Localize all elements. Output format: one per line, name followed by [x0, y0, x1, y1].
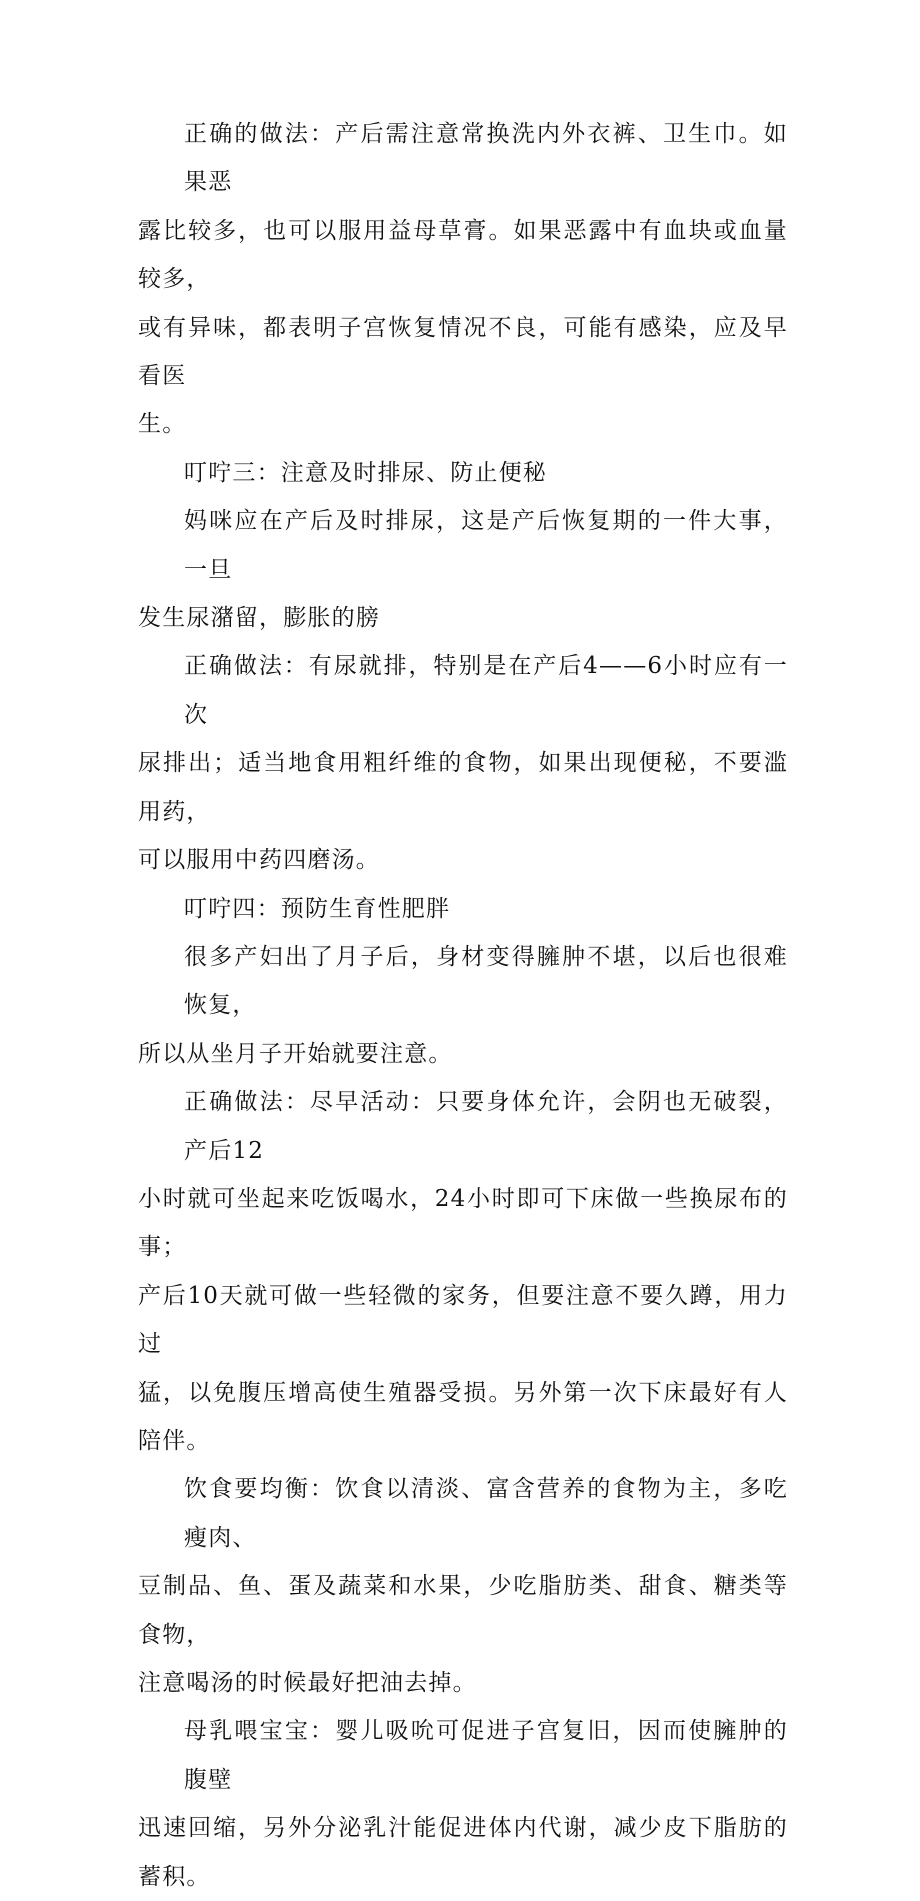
text-line: 正确做法：有尿就排，特别是在产后4——6小时应有一次: [184, 653, 788, 728]
text-line: 叮咛三：注意及时排尿、防止便秘: [184, 459, 547, 486]
text-line: 或有异味，都表明子宫恢复情况不良，可能有感染，应及早看医: [138, 314, 788, 390]
text-line: 发生尿潴留，膨胀的膀: [138, 605, 380, 632]
paragraph-urination-method: [138, 642, 788, 884]
text-line: 露比较多，也可以服用益母草膏。如果恶露中有血块或血量较多，: [138, 217, 788, 293]
text-line: 猛，以免腹压增高使生殖器受损。另外第一次下床最好有人陪伴。: [138, 1379, 788, 1454]
paragraph-obesity: [138, 933, 788, 1078]
text-line: 可以服用中药四磨汤。: [138, 847, 380, 874]
text-line: 尿排出；适当地食用粗纤维的食物，如果出现便秘，不要滥用药，: [138, 750, 788, 825]
text-line: 母乳喂宝宝：婴儿吸吮可促进子宫复旧，因而使臃肿的腹壁: [184, 1718, 788, 1793]
text-line: 产后10天就可做一些轻微的家务，但要注意不要久蹲，用力过: [138, 1282, 788, 1358]
paragraph-early-activity: [138, 1078, 788, 1465]
paragraph-lochia-care: [138, 110, 788, 449]
text-line: 正确做法：尽早活动：只要身体允许，会阴也无破裂，产后12: [184, 1089, 788, 1164]
text-line: 生。: [138, 411, 187, 438]
text-line: 很多产妇出了月子后，身材变得臃肿不堪，以后也很难恢复，: [184, 943, 788, 1019]
text-line: 饮食要均衡：饮食以清淡、富含营养的食物为主，多吃瘦肉、: [184, 1476, 788, 1551]
text-line: 叮咛四：预防生育性肥胖: [184, 895, 451, 922]
heading-tip-four: [138, 885, 788, 933]
text-line: 豆制品、鱼、蛋及蔬菜和水果，少吃脂肪类、甜食、糖类等食物，: [138, 1573, 788, 1648]
text-line: 所以从坐月子开始就要注意。: [138, 1040, 453, 1067]
paragraph-balanced-diet: [138, 1465, 788, 1707]
text-line: 正确的做法：产后需注意常换洗内外衣裤、卫生巾。如果恶: [184, 121, 788, 196]
text-line: 注意喝汤的时候最好把油去掉。: [138, 1670, 477, 1696]
paragraph-breastfeeding: [138, 1707, 788, 1901]
paragraph-urination: [138, 497, 788, 642]
text-line: 妈咪应在产后及时排尿，这是产后恢复期的一件大事，一旦: [184, 508, 788, 583]
text-line: 迅速回缩，另外分泌乳汁能促进体内代谢，减少皮下脂肪的蓄积。: [138, 1815, 788, 1890]
document-body: [138, 110, 788, 1901]
heading-tip-three: [138, 449, 788, 497]
text-line: 小时就可坐起来吃饭喝水，24小时即可下床做一些换尿布的事；: [138, 1185, 788, 1261]
